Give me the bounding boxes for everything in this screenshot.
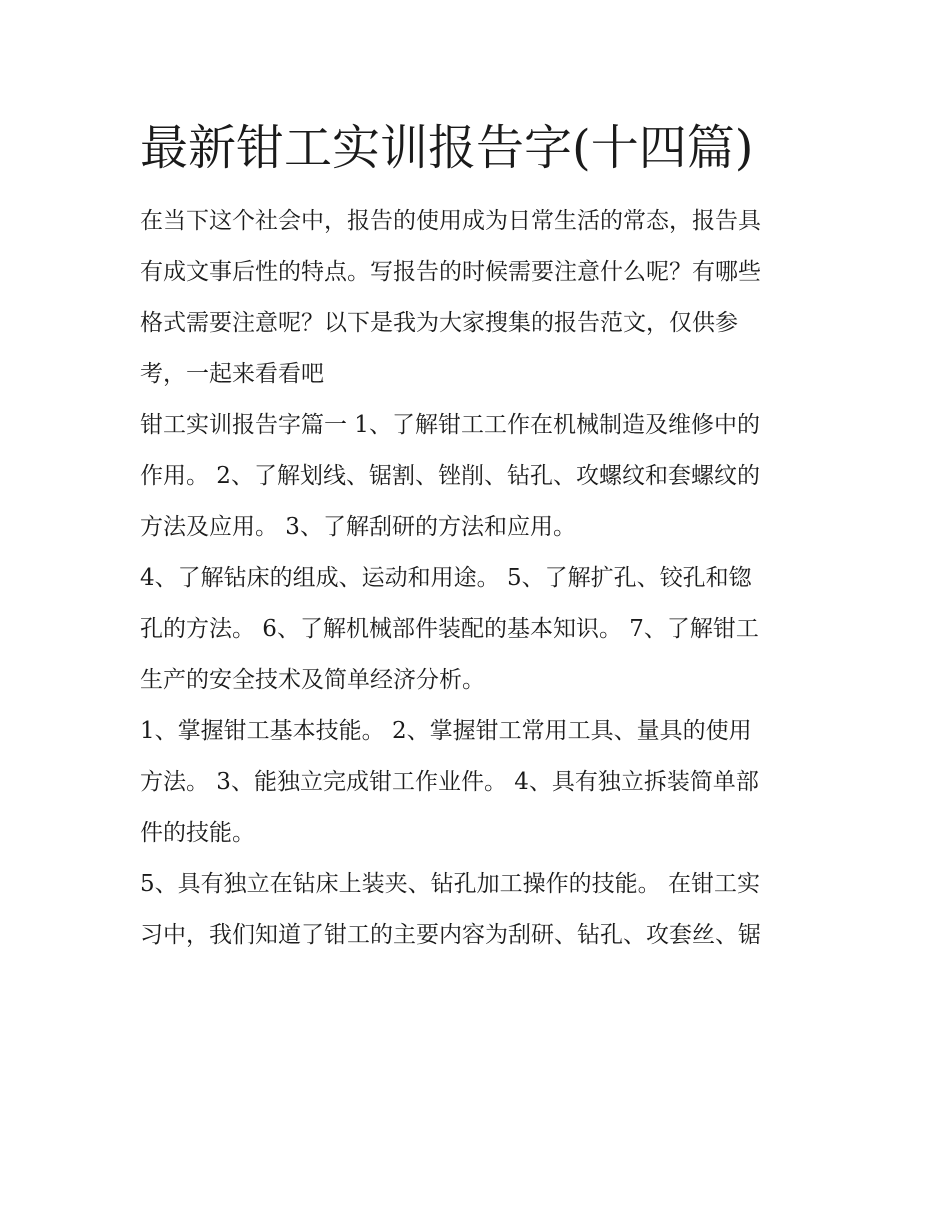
paragraph-skills-1 [140,706,820,859]
paragraph-objectives-2 [140,553,820,706]
text-line: 件的技能。 [140,820,255,846]
document-body [140,112,820,961]
paragraph-skills-2 [140,859,820,961]
paragraph-objectives-1 [140,400,820,553]
document-title: 最新钳工实训报告字(十四篇) [140,120,754,176]
text-line: 作用。 2、了解划线、锯割、锉削、钻孔、攻螺纹和套螺纹的 [140,463,760,489]
text-line: 孔的方法。 6、了解机械部件装配的基本知识。 7、了解钳工 [140,616,759,642]
text-line: 方法。 3、能独立完成钳工作业件。 4、具有独立拆装简单部 [140,769,759,795]
paragraph-intro [140,196,820,400]
text-line: 在当下这个社会中，报告的使用成为日常生活的常态，报告具 [140,208,761,234]
text-line: 1、掌握钳工基本技能。 2、掌握钳工常用工具、量具的使用 [140,718,752,744]
text-line: 5、具有独立在钻床上装夹、钻孔加工操作的技能。 在钳工实 [140,871,760,897]
text-line: 4、了解钻床的组成、运动和用途。 5、了解扩孔、铰孔和锪 [140,565,752,591]
text-line: 格式需要注意呢？以下是我为大家搜集的报告范文，仅供参 [140,310,738,336]
text-line: 习中，我们知道了钳工的主要内容为刮研、钻孔、攻套丝、锯 [140,922,761,948]
text-line: 生产的安全技术及简单经济分析。 [140,667,485,693]
text-line: 方法及应用。 3、了解刮研的方法和应用。 [140,514,576,540]
text-line: 有成文事后性的特点。写报告的时候需要注意什么呢？有哪些 [140,259,761,285]
text-line: 考，一起来看看吧 [140,361,324,387]
text-line: 钳工实训报告字篇一 1、了解钳工工作在机械制造及维修中的 [140,412,760,438]
